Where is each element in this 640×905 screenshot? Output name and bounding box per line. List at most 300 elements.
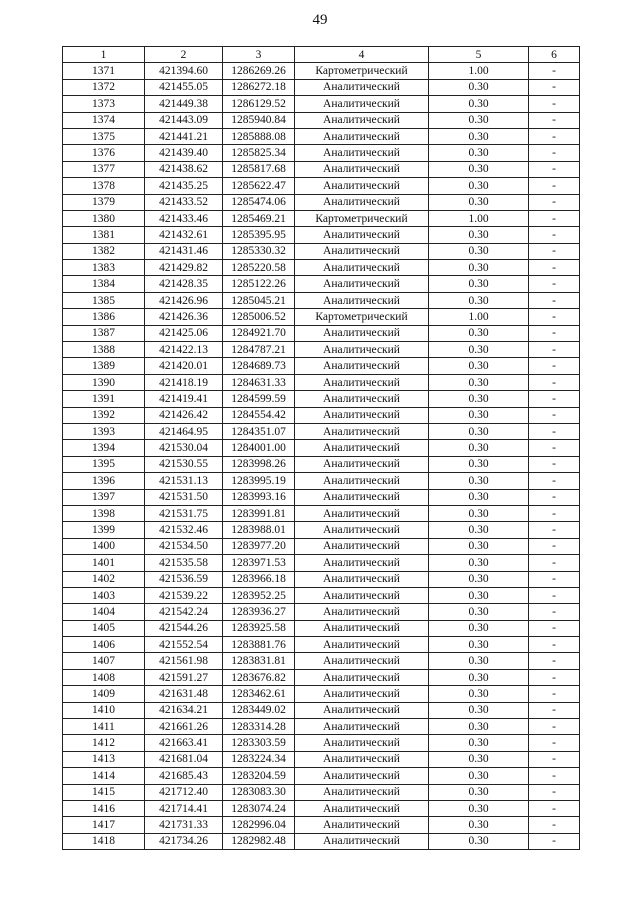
table-row: [63, 751, 580, 767]
note-cell: -: [529, 637, 580, 653]
y-coordinate-cell: 1285469.21: [223, 210, 295, 226]
note-cell: -: [529, 309, 580, 325]
table-row: [63, 391, 580, 407]
y-coordinate-cell: 1283925.58: [223, 620, 295, 636]
point-number-cell: 1418: [63, 833, 145, 849]
y-coordinate-cell: 1285220.58: [223, 260, 295, 276]
method-cell: Аналитический: [295, 538, 429, 554]
method-cell: Аналитический: [295, 833, 429, 849]
accuracy-cell: 0.30: [429, 440, 529, 456]
point-number-cell: 1372: [63, 79, 145, 95]
point-number-cell: 1385: [63, 292, 145, 308]
table-row: [63, 505, 580, 521]
table-row: [63, 686, 580, 702]
note-cell: -: [529, 178, 580, 194]
accuracy-cell: 1.00: [429, 309, 529, 325]
y-coordinate-cell: 1283831.81: [223, 653, 295, 669]
note-cell: -: [529, 571, 580, 587]
note-cell: -: [529, 358, 580, 374]
x-coordinate-cell: 421561.98: [145, 653, 223, 669]
table-row: [63, 309, 580, 325]
point-number-cell: 1400: [63, 538, 145, 554]
x-coordinate-cell: 421455.05: [145, 79, 223, 95]
note-cell: -: [529, 194, 580, 210]
note-cell: -: [529, 374, 580, 390]
x-coordinate-cell: 421591.27: [145, 669, 223, 685]
note-cell: -: [529, 407, 580, 423]
accuracy-cell: 0.30: [429, 784, 529, 800]
y-coordinate-cell: 1283971.53: [223, 555, 295, 571]
y-coordinate-cell: 1286269.26: [223, 63, 295, 79]
accuracy-cell: 0.30: [429, 276, 529, 292]
y-coordinate-cell: 1283074.24: [223, 800, 295, 816]
note-cell: -: [529, 391, 580, 407]
accuracy-cell: 0.30: [429, 800, 529, 816]
y-coordinate-cell: 1283083.30: [223, 784, 295, 800]
point-number-cell: 1387: [63, 325, 145, 341]
note-cell: -: [529, 489, 580, 505]
note-cell: -: [529, 440, 580, 456]
note-cell: -: [529, 817, 580, 833]
accuracy-cell: 0.30: [429, 292, 529, 308]
y-coordinate-cell: 1285330.32: [223, 243, 295, 259]
method-cell: Аналитический: [295, 768, 429, 784]
method-cell: Аналитический: [295, 96, 429, 112]
note-cell: -: [529, 555, 580, 571]
point-number-cell: 1405: [63, 620, 145, 636]
method-cell: Аналитический: [295, 686, 429, 702]
y-coordinate-cell: 1283936.27: [223, 604, 295, 620]
x-coordinate-cell: 421531.75: [145, 505, 223, 521]
x-coordinate-cell: 421425.06: [145, 325, 223, 341]
column-header: 4: [295, 47, 429, 63]
column-header: 1: [63, 47, 145, 63]
note-cell: -: [529, 145, 580, 161]
table-row: [63, 374, 580, 390]
note-cell: -: [529, 276, 580, 292]
method-cell: Аналитический: [295, 292, 429, 308]
note-cell: -: [529, 210, 580, 226]
table-row: [63, 178, 580, 194]
table-row: [63, 128, 580, 144]
x-coordinate-cell: 421443.09: [145, 112, 223, 128]
note-cell: -: [529, 96, 580, 112]
y-coordinate-cell: 1284599.59: [223, 391, 295, 407]
table-row: [63, 473, 580, 489]
x-coordinate-cell: 421712.40: [145, 784, 223, 800]
table-row: [63, 407, 580, 423]
method-cell: Аналитический: [295, 522, 429, 538]
note-cell: -: [529, 522, 580, 538]
accuracy-cell: 0.30: [429, 686, 529, 702]
method-cell: Аналитический: [295, 571, 429, 587]
table-row: [63, 79, 580, 95]
table-row: [63, 210, 580, 226]
x-coordinate-cell: 421714.41: [145, 800, 223, 816]
point-number-cell: 1412: [63, 735, 145, 751]
accuracy-cell: 0.30: [429, 604, 529, 620]
point-number-cell: 1399: [63, 522, 145, 538]
note-cell: -: [529, 243, 580, 259]
method-cell: Аналитический: [295, 751, 429, 767]
point-number-cell: 1396: [63, 473, 145, 489]
x-coordinate-cell: 421428.35: [145, 276, 223, 292]
point-number-cell: 1374: [63, 112, 145, 128]
point-number-cell: 1404: [63, 604, 145, 620]
y-coordinate-cell: 1283449.02: [223, 702, 295, 718]
accuracy-cell: 0.30: [429, 538, 529, 554]
y-coordinate-cell: 1284689.73: [223, 358, 295, 374]
accuracy-cell: 0.30: [429, 342, 529, 358]
point-number-cell: 1410: [63, 702, 145, 718]
x-coordinate-cell: 421661.26: [145, 719, 223, 735]
point-number-cell: 1393: [63, 423, 145, 439]
y-coordinate-cell: 1284921.70: [223, 325, 295, 341]
table-row: [63, 260, 580, 276]
method-cell: Аналитический: [295, 702, 429, 718]
accuracy-cell: 0.30: [429, 260, 529, 276]
y-coordinate-cell: 1285825.34: [223, 145, 295, 161]
note-cell: -: [529, 702, 580, 718]
accuracy-cell: 0.30: [429, 555, 529, 571]
x-coordinate-cell: 421394.60: [145, 63, 223, 79]
point-number-cell: 1386: [63, 309, 145, 325]
method-cell: Аналитический: [295, 587, 429, 603]
point-number-cell: 1406: [63, 637, 145, 653]
x-coordinate-cell: 421542.24: [145, 604, 223, 620]
method-cell: Аналитический: [295, 325, 429, 341]
method-cell: Аналитический: [295, 719, 429, 735]
table-row: [63, 669, 580, 685]
note-cell: -: [529, 292, 580, 308]
y-coordinate-cell: 1283676.82: [223, 669, 295, 685]
note-cell: -: [529, 800, 580, 816]
point-number-cell: 1371: [63, 63, 145, 79]
x-coordinate-cell: 421531.13: [145, 473, 223, 489]
method-cell: Аналитический: [295, 653, 429, 669]
column-header: 2: [145, 47, 223, 63]
table-row: [63, 423, 580, 439]
note-cell: -: [529, 784, 580, 800]
note-cell: -: [529, 833, 580, 849]
method-cell: Аналитический: [295, 112, 429, 128]
note-cell: -: [529, 112, 580, 128]
y-coordinate-cell: 1284787.21: [223, 342, 295, 358]
y-coordinate-cell: 1283224.34: [223, 751, 295, 767]
y-coordinate-cell: 1284631.33: [223, 374, 295, 390]
accuracy-cell: 0.30: [429, 768, 529, 784]
y-coordinate-cell: 1283881.76: [223, 637, 295, 653]
accuracy-cell: 0.30: [429, 817, 529, 833]
method-cell: Картометрический: [295, 210, 429, 226]
y-coordinate-cell: 1284351.07: [223, 423, 295, 439]
method-cell: Аналитический: [295, 391, 429, 407]
accuracy-cell: 0.30: [429, 79, 529, 95]
point-number-cell: 1389: [63, 358, 145, 374]
point-number-cell: 1381: [63, 227, 145, 243]
x-coordinate-cell: 421441.21: [145, 128, 223, 144]
x-coordinate-cell: 421536.59: [145, 571, 223, 587]
note-cell: -: [529, 128, 580, 144]
method-cell: Аналитический: [295, 342, 429, 358]
note-cell: -: [529, 227, 580, 243]
accuracy-cell: 0.30: [429, 112, 529, 128]
point-number-cell: 1379: [63, 194, 145, 210]
accuracy-cell: 0.30: [429, 620, 529, 636]
y-coordinate-cell: 1283966.18: [223, 571, 295, 587]
point-number-cell: 1373: [63, 96, 145, 112]
y-coordinate-cell: 1282996.04: [223, 817, 295, 833]
note-cell: -: [529, 735, 580, 751]
point-number-cell: 1395: [63, 456, 145, 472]
note-cell: -: [529, 456, 580, 472]
accuracy-cell: 0.30: [429, 145, 529, 161]
method-cell: Картометрический: [295, 309, 429, 325]
x-coordinate-cell: 421426.36: [145, 309, 223, 325]
x-coordinate-cell: 421435.25: [145, 178, 223, 194]
table-header-row: [63, 47, 580, 63]
table-row: [63, 555, 580, 571]
x-coordinate-cell: 421734.26: [145, 833, 223, 849]
note-cell: -: [529, 260, 580, 276]
accuracy-cell: 0.30: [429, 473, 529, 489]
x-coordinate-cell: 421530.55: [145, 456, 223, 472]
point-number-cell: 1409: [63, 686, 145, 702]
method-cell: Аналитический: [295, 489, 429, 505]
y-coordinate-cell: 1283988.01: [223, 522, 295, 538]
table-body: [63, 63, 580, 850]
method-cell: Аналитический: [295, 817, 429, 833]
table-row: [63, 620, 580, 636]
accuracy-cell: 0.30: [429, 194, 529, 210]
accuracy-cell: 0.30: [429, 751, 529, 767]
x-coordinate-cell: 421631.48: [145, 686, 223, 702]
method-cell: Аналитический: [295, 374, 429, 390]
x-coordinate-cell: 421439.40: [145, 145, 223, 161]
y-coordinate-cell: 1285940.84: [223, 112, 295, 128]
method-cell: Аналитический: [295, 227, 429, 243]
accuracy-cell: 0.30: [429, 735, 529, 751]
accuracy-cell: 0.30: [429, 456, 529, 472]
table-row: [63, 833, 580, 849]
x-coordinate-cell: 421535.58: [145, 555, 223, 571]
table-row: [63, 571, 580, 587]
x-coordinate-cell: 421681.04: [145, 751, 223, 767]
note-cell: -: [529, 473, 580, 489]
method-cell: Аналитический: [295, 276, 429, 292]
page-number: 49: [312, 12, 328, 28]
point-number-cell: 1415: [63, 784, 145, 800]
y-coordinate-cell: 1285122.26: [223, 276, 295, 292]
method-cell: Аналитический: [295, 358, 429, 374]
point-number-cell: 1375: [63, 128, 145, 144]
point-number-cell: 1416: [63, 800, 145, 816]
x-coordinate-cell: 421531.50: [145, 489, 223, 505]
table-row: [63, 784, 580, 800]
method-cell: Аналитический: [295, 145, 429, 161]
accuracy-cell: 0.30: [429, 522, 529, 538]
point-number-cell: 1407: [63, 653, 145, 669]
accuracy-cell: 0.30: [429, 407, 529, 423]
accuracy-cell: 0.30: [429, 669, 529, 685]
table-row: [63, 358, 580, 374]
method-cell: Аналитический: [295, 637, 429, 653]
method-cell: Аналитический: [295, 555, 429, 571]
note-cell: -: [529, 342, 580, 358]
x-coordinate-cell: 421634.21: [145, 702, 223, 718]
table-row: [63, 96, 580, 112]
note-cell: -: [529, 538, 580, 554]
x-coordinate-cell: 421544.26: [145, 620, 223, 636]
accuracy-cell: 0.30: [429, 358, 529, 374]
point-number-cell: 1397: [63, 489, 145, 505]
point-number-cell: 1388: [63, 342, 145, 358]
x-coordinate-cell: 421449.38: [145, 96, 223, 112]
column-header: 5: [429, 47, 529, 63]
table-row: [63, 587, 580, 603]
method-cell: Аналитический: [295, 79, 429, 95]
method-cell: Аналитический: [295, 784, 429, 800]
point-number-cell: 1392: [63, 407, 145, 423]
method-cell: Аналитический: [295, 260, 429, 276]
accuracy-cell: 0.30: [429, 505, 529, 521]
point-number-cell: 1384: [63, 276, 145, 292]
column-header: 3: [223, 47, 295, 63]
method-cell: Аналитический: [295, 407, 429, 423]
y-coordinate-cell: 1283998.26: [223, 456, 295, 472]
method-cell: Аналитический: [295, 669, 429, 685]
table-row: [63, 538, 580, 554]
x-coordinate-cell: 421539.22: [145, 587, 223, 603]
accuracy-cell: 0.30: [429, 374, 529, 390]
note-cell: -: [529, 587, 580, 603]
method-cell: Аналитический: [295, 456, 429, 472]
accuracy-cell: 0.30: [429, 243, 529, 259]
y-coordinate-cell: 1285622.47: [223, 178, 295, 194]
x-coordinate-cell: 421663.41: [145, 735, 223, 751]
coordinates-table: [62, 46, 580, 850]
accuracy-cell: 0.30: [429, 325, 529, 341]
accuracy-cell: 0.30: [429, 96, 529, 112]
y-coordinate-cell: 1285045.21: [223, 292, 295, 308]
point-number-cell: 1414: [63, 768, 145, 784]
note-cell: -: [529, 161, 580, 177]
x-coordinate-cell: 421685.43: [145, 768, 223, 784]
x-coordinate-cell: 421422.13: [145, 342, 223, 358]
x-coordinate-cell: 421552.54: [145, 637, 223, 653]
method-cell: Аналитический: [295, 161, 429, 177]
accuracy-cell: 0.30: [429, 719, 529, 735]
table-row: [63, 227, 580, 243]
y-coordinate-cell: 1286272.18: [223, 79, 295, 95]
table-row: [63, 342, 580, 358]
method-cell: Аналитический: [295, 423, 429, 439]
note-cell: -: [529, 719, 580, 735]
point-number-cell: 1378: [63, 178, 145, 194]
y-coordinate-cell: 1284001.00: [223, 440, 295, 456]
point-number-cell: 1417: [63, 817, 145, 833]
x-coordinate-cell: 421432.61: [145, 227, 223, 243]
x-coordinate-cell: 421731.33: [145, 817, 223, 833]
note-cell: -: [529, 669, 580, 685]
y-coordinate-cell: 1283462.61: [223, 686, 295, 702]
y-coordinate-cell: 1285888.08: [223, 128, 295, 144]
note-cell: -: [529, 620, 580, 636]
x-coordinate-cell: 421464.95: [145, 423, 223, 439]
accuracy-cell: 0.30: [429, 653, 529, 669]
table-row: [63, 817, 580, 833]
x-coordinate-cell: 421426.96: [145, 292, 223, 308]
accuracy-cell: 0.30: [429, 128, 529, 144]
method-cell: Аналитический: [295, 440, 429, 456]
table-row: [63, 800, 580, 816]
table-row: [63, 702, 580, 718]
accuracy-cell: 1.00: [429, 210, 529, 226]
point-number-cell: 1413: [63, 751, 145, 767]
accuracy-cell: 0.30: [429, 587, 529, 603]
method-cell: Аналитический: [295, 128, 429, 144]
y-coordinate-cell: 1283303.59: [223, 735, 295, 751]
table-row: [63, 653, 580, 669]
accuracy-cell: 0.30: [429, 227, 529, 243]
table-row: [63, 276, 580, 292]
x-coordinate-cell: 421532.46: [145, 522, 223, 538]
x-coordinate-cell: 421426.42: [145, 407, 223, 423]
point-number-cell: 1391: [63, 391, 145, 407]
point-number-cell: 1376: [63, 145, 145, 161]
column-header: 6: [529, 47, 580, 63]
accuracy-cell: 0.30: [429, 571, 529, 587]
y-coordinate-cell: 1282982.48: [223, 833, 295, 849]
note-cell: -: [529, 768, 580, 784]
note-cell: -: [529, 686, 580, 702]
table-row: [63, 735, 580, 751]
y-coordinate-cell: 1285474.06: [223, 194, 295, 210]
y-coordinate-cell: 1285395.95: [223, 227, 295, 243]
point-number-cell: 1383: [63, 260, 145, 276]
y-coordinate-cell: 1283977.20: [223, 538, 295, 554]
x-coordinate-cell: 421438.62: [145, 161, 223, 177]
y-coordinate-cell: 1283314.28: [223, 719, 295, 735]
table-row: [63, 522, 580, 538]
point-number-cell: 1402: [63, 571, 145, 587]
method-cell: Аналитический: [295, 243, 429, 259]
point-number-cell: 1408: [63, 669, 145, 685]
method-cell: Аналитический: [295, 178, 429, 194]
y-coordinate-cell: 1283995.19: [223, 473, 295, 489]
y-coordinate-cell: 1283204.59: [223, 768, 295, 784]
y-coordinate-cell: 1286129.52: [223, 96, 295, 112]
note-cell: -: [529, 751, 580, 767]
x-coordinate-cell: 421530.04: [145, 440, 223, 456]
method-cell: Аналитический: [295, 505, 429, 521]
note-cell: -: [529, 604, 580, 620]
accuracy-cell: 0.30: [429, 423, 529, 439]
table-row: [63, 489, 580, 505]
method-cell: Аналитический: [295, 473, 429, 489]
note-cell: -: [529, 423, 580, 439]
method-cell: Аналитический: [295, 194, 429, 210]
table-row: [63, 604, 580, 620]
method-cell: Аналитический: [295, 604, 429, 620]
table-row: [63, 440, 580, 456]
accuracy-cell: 0.30: [429, 178, 529, 194]
point-number-cell: 1398: [63, 505, 145, 521]
accuracy-cell: 0.30: [429, 637, 529, 653]
x-coordinate-cell: 421433.46: [145, 210, 223, 226]
accuracy-cell: 1.00: [429, 63, 529, 79]
point-number-cell: 1390: [63, 374, 145, 390]
